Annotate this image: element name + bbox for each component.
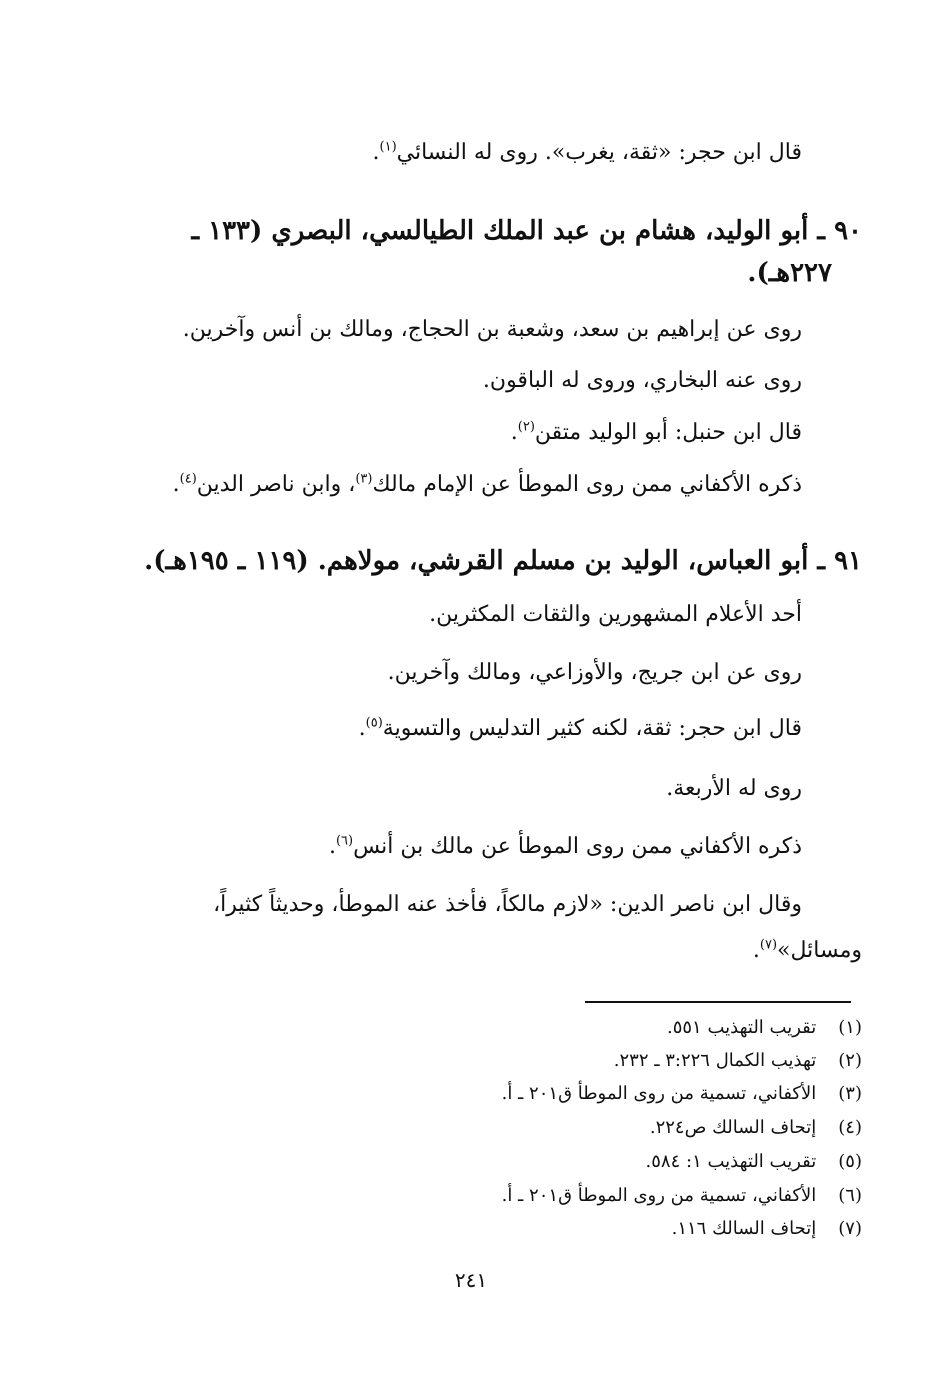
text-line (429, 600, 802, 630)
page-number: ٢٤١ (454, 1268, 488, 1292)
footnote (646, 1150, 862, 1174)
text-line (173, 470, 802, 500)
heading-text: ٢٢٧هـ). (747, 258, 832, 288)
footnote-text: تقريب التهذيب ٥٥١. (666, 1017, 817, 1038)
footnote (502, 1184, 862, 1208)
footnote-number: (٦) (838, 1185, 862, 1206)
text-line (483, 366, 802, 396)
footnote (650, 1116, 862, 1140)
line-end: . (752, 938, 760, 963)
line-mid: ، وابن ناصر الدين (196, 472, 356, 497)
text-line (183, 315, 802, 345)
line-text: أحد الأعلام المشهورين والثقات المكثرين. (429, 602, 802, 627)
footnote-ref: (٥) (365, 715, 383, 731)
line-text: روى عنه البخاري، وروى له الباقون. (482, 368, 802, 393)
line-text: قال ابن حجر: ثقة، لكنه كثير التدليس والتسوية (382, 716, 802, 741)
line-end: . (510, 420, 518, 445)
line-text: روى عن إبراهيم بن سعد، وشعبة بن الحجاج، ومالك بن أنس وآخرين. (182, 317, 802, 342)
heading-text: ٩١ ـ أبو العباس، الوليد بن مسلم القرشي، مولاهم. (١١٩ ـ ١٩٥هـ). (144, 546, 862, 576)
footnote-text: الأكفاني، تسمية من روى الموطأ ق٢٠١ ـ أ. (501, 1083, 817, 1104)
text-line (753, 936, 862, 966)
footnote-divider (585, 1001, 851, 1003)
line-text: ذكره الأكفاني ممن روى الموطأ عن الإمام مالك (372, 472, 802, 497)
entry-heading-90 (191, 214, 862, 248)
text-line (373, 138, 803, 168)
text-line (213, 890, 802, 920)
footnote-ref: (٢) (517, 419, 535, 435)
footnote-ref: (١) (379, 139, 397, 155)
text-line (329, 832, 802, 862)
footnote-text: إتحاف السالك ١١٦. (671, 1218, 817, 1239)
line-text: ومسائل» (777, 938, 862, 963)
footnote (502, 1082, 862, 1106)
text-line (359, 714, 802, 744)
line-text: قال ابن حجر: «ثقة، يغرب». روى له النسائي (396, 140, 802, 165)
footnote (672, 1217, 862, 1241)
footnote-number: (٤) (838, 1117, 862, 1138)
text-line (388, 658, 802, 688)
footnote-number: (٢) (838, 1050, 862, 1071)
text-line (666, 774, 802, 804)
line-text: وقال ابن ناصر الدين: «لازم مالكاً، فأخذ عنه الموطأ، وحديثاً كثيراً، (213, 892, 802, 917)
line-end: . (172, 472, 180, 497)
heading-text: ٩٠ ـ أبو الوليد، هشام بن عبد الملك الطيالسي، البصري (١٣٣ ـ (191, 216, 862, 246)
footnote (667, 1016, 862, 1040)
footnote-text: تهذيب الكمال ٣:٢٢٦ ـ ٢٣٢. (613, 1050, 817, 1071)
footnote-text: الأكفاني، تسمية من روى الموطأ ق٢٠١ ـ أ. (501, 1185, 817, 1206)
footnote-ref: (٤) (179, 471, 197, 487)
footnote-ref: (٧) (759, 937, 778, 953)
line-end: . (372, 140, 380, 165)
footnote-ref: (٦) (335, 833, 354, 849)
line-text: ذكره الأكفاني ممن روى الموطأ عن مالك بن أنس (353, 834, 802, 859)
line-end: . (328, 834, 336, 859)
entry-heading-91 (144, 544, 862, 578)
entry-heading-90-cont (747, 256, 832, 290)
line-text: روى عن ابن جريج، والأوزاعي، ومالك وآخرين. (387, 660, 802, 685)
footnote (614, 1049, 862, 1073)
footnote-number: (٥) (838, 1151, 862, 1172)
line-text: قال ابن حنبل: أبو الوليد متقن (534, 420, 802, 445)
footnote-number: (٧) (838, 1218, 862, 1239)
footnote-number: (٣) (838, 1083, 862, 1104)
footnote-text: إتحاف السالك ص٢٢٤. (649, 1117, 817, 1138)
footnote-number: (١) (838, 1017, 862, 1038)
text-line (511, 418, 802, 448)
footnote-ref: (٣) (355, 471, 373, 487)
footnote-text: تقريب التهذيب ١: ٥٨٤. (645, 1151, 817, 1172)
line-end: . (358, 716, 366, 741)
line-text: روى له الأربعة. (666, 776, 802, 801)
